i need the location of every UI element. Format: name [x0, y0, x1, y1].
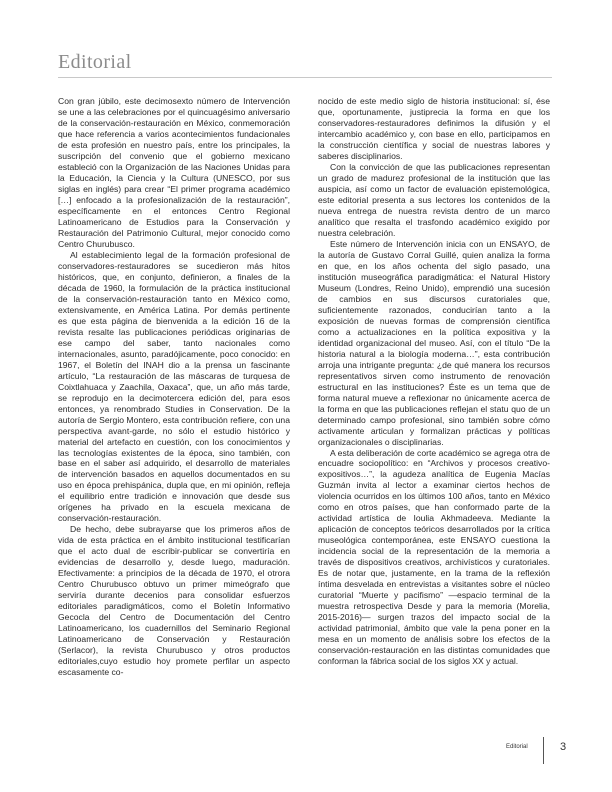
paragraph: A esta deliberación de corte académico se agrega otra de encuadre sociopolítico: en “Archivos y procesos creativo-expositivos…”, la agudeza analítica de Eugenia Macías Guzmán invita al lector a examinar ciertos hechos de violencia ocurridos en los últimos 100 años, tanto en México como en otros países, que han conformado parte de la actividad artística de Ioulia Akhmadeeva. Mediante la aplicación de conceptos teóricos desarrollados por la crítica museológica contemporánea, este ENSAYO cuestiona la incidencia social de la representación de la memoria a través de dispositivos creativos, archivísticos y curatoriales. Es de notar que, justamente, en la trama de la reflexión íntima desvelada en entrevistas a visitantes sobre el núcleo curatorial “Muerte y pacifismo” —espacio terminal de la muestra retrospectiva Desde y para la memoria (Morelia, 2015-2016)— surgen trazos del impacto social de la actividad patrimonial, ámbito que vale la pena poner en la mesa en un momento de análisis sobre los efectos de la conservación-restauración en las distintas comunidades que conforman la fábrica social de los siglos XX y actual.: [318, 447, 550, 667]
section-title: Editorial: [58, 51, 132, 73]
paragraph: Este número de Intervención inicia con un ENSAYO, de la autoría de Gustavo Corral Guillé, quien analiza la forma en que, en los años ochenta del siglo pasado, una institución museográfica paradigmática: el Natural History Museum (Londres, Reino Unido), emprendió una sucesión de cambios en sus discursos curatoriales que, suficientemente razonados, conducirían tanto a la exposición de nuevas formas de comprensión científica como a actualizaciones en la política expositiva y la identidad organizacional del museo. Así, con el título “De la historia natural a la biología moderna…”, esta contribución arroja una intrigante pregunta: ¿de qué manera los recursos representativos sirven como instrumento de renovación estructural en las instituciones? Éste es un tema que de forma natural mueve a reflexionar no únicamente acerca de la forma en que las publicaciones reflejan el statu quo de un determinado campo profesional, sino también sobre cómo activamente articulan y formalizan prácticas y políticas organizacionales o disciplinarias.: [318, 238, 550, 447]
paragraph: De hecho, debe subrayarse que los primeros años de vida de esta práctica en el ámbito institucional testificarían que el acto dual de escribir-publicar se convertiría en evidencias de desarrollo y, desde luego, maduración. Efectivamente: a principios de la década de 1970, el otrora Centro Churubusco obtuvo un primer mimeógrafo que serviría durante decenios para consolidar esfuerzos editoriales paradigmáticos, como el Boletín Informativo Gecocla del Centro de Documentación del Centro Latinoamericano, los cuadernillos del Seminario Regional Latinoamericano de Conservación y Restauración (Serlacor), la revista Churubusco y otros productos editoriales,cuyo estudio hoy promete perfilar un aspecto escasamente co-: [58, 524, 290, 678]
footer-divider: [543, 737, 544, 764]
page-number: 3: [560, 741, 567, 753]
right-column: [318, 96, 550, 667]
paragraph: Con gran júbilo, este decimosexto número de Intervención se une a las celebraciones por el quincuagésimo aniversario de la conservación-restauración en México, conmemoración que hace referencia a varios acontecimientos fundacionales de esta profesión en nuestro país, entre los principales, la suscripción del convenio que el gobierno mexicano estableció con la Organización de las Naciones Unidas para la Educación, la Ciencia y la Cultura (UNESCO, por sus siglas en inglés) para crear “El primer programa académico […] enfocado a la profesionalización de la restauración”, específicamente en el entonces Centro Regional Latinoamericano de Estudios para la Conservación y Restauración del Patrimonio Cultural, mejor conocido como Centro Churubusco.: [58, 96, 290, 249]
title-divider: [58, 77, 552, 78]
footer-section-label: Editorial: [506, 744, 528, 750]
paragraph: nocido de este medio siglo de historia institucional: sí, ése que, oportunamente, justiprecia la forma en que los conservadores-restauradores definimos la difusión y el intercambio académico y, con base en ello, participamos en la construcción científica y social de nuestras labores y saberes disciplinarios.: [318, 96, 550, 161]
paragraph: Al establecimiento legal de la formación profesional de conservadores-restauradores se sucedieron más hitos históricos, que, en conjunto, definieron, a finales de la década de 1960, la formulación de la práctica institucional de la conservación-restauración tanto en México como, extensivamente, en América Latina. Por demás pertinente es que esta página de bienvenida a la edición 16 de la revista resalte las publicaciones periódicas originarias de ese campo del saber, tanto nacionales como internacionales, asunto, paradójicamente, poco conocido: en 1967, el Boletín del INAH dio a la prensa un fascinante artículo, “La restauración de las máscaras de turquesa de Coixtlahuaca y Zaachila, Oaxaca”, que, un año más tarde, se reprodujo en la decimotercera edición del, para esos entonces, ya renombrado Studies in Conservation. De la autoría de Sergio Montero, esta contribución refiere, con una perspectiva avant-garde, no sólo el estudio histórico y material del artefacto en cuestión, con los conocimientos y las tecnologías existentes de la época, sino también, con base en el saber así adquirido, el desarrollo de materiales de intervención basados en aquellos documentados en su uso en época prehispánica, dupla que, en mi opinión, refleja el equilibrio entre tradición e innovación que desde sus orígenes ha privado en la escuela mexicana de conservación-restauración.: [58, 249, 290, 524]
paragraph: Con la convicción de que las publicaciones representan un grado de madurez profesional de la institución que las auspicia, así como un factor de evaluación epistemológica, este editorial presenta a sus lectores los contenidos de la nueva entrega de nuestra revista dentro de un marco analítico que resalta el trasfondo académico exigido por nuestra celebración.: [318, 161, 550, 238]
left-column: [58, 96, 290, 678]
